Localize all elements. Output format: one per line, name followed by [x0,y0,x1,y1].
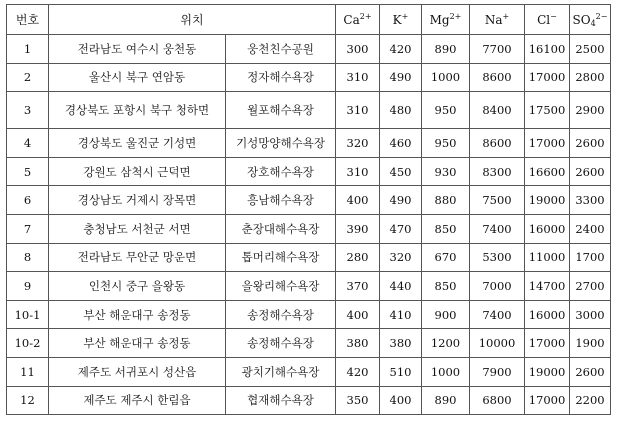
cell-na: 7700 [470,35,525,64]
cell-ca: 310 [336,63,380,92]
cell-na: 8600 [470,63,525,92]
header-k [380,5,422,35]
header-cl-base: Cl [537,12,551,27]
cell-ca: 310 [336,92,380,129]
cell-no: 8 [7,243,49,272]
cell-so4: 1700 [570,243,611,272]
header-so4-base: SO [572,12,591,27]
cell-k: 320 [380,243,422,272]
cell-site: 기성망양해수욕장 [226,129,336,158]
table-row [7,329,611,358]
header-so4-subscript: 4 [590,18,596,28]
cell-site: 장호해수욕장 [226,157,336,186]
table-row [7,243,611,272]
header-cl-charge: − [550,11,557,21]
cell-mg: 850 [422,214,470,243]
cell-so4: 2900 [570,92,611,129]
table-row [7,386,611,415]
cell-na: 5300 [470,243,525,272]
cell-no: 4 [7,129,49,158]
header-mg [422,5,470,35]
cell-so4: 2800 [570,63,611,92]
table-row [7,214,611,243]
table-row [7,129,611,158]
header-location: 위치 [49,5,336,35]
cell-site: 협재해수욕장 [226,386,336,415]
cell-cl: 19000 [525,357,570,386]
table-row [7,300,611,329]
cell-k: 420 [380,35,422,64]
cell-address: 경상북도 포항시 북구 청하면 [49,92,226,129]
cell-mg: 950 [422,129,470,158]
cell-k: 410 [380,300,422,329]
cell-mg: 890 [422,386,470,415]
cell-k: 440 [380,272,422,301]
cell-ca: 420 [336,357,380,386]
cell-so4: 1900 [570,329,611,358]
header-na-base: Na [484,12,503,27]
cell-cl: 17000 [525,386,570,415]
cell-site: 광치기해수욕장 [226,357,336,386]
cell-na: 7000 [470,272,525,301]
cell-k: 510 [380,357,422,386]
cell-address: 전라남도 무안군 망운면 [49,243,226,272]
cell-so4: 2400 [570,214,611,243]
cell-no: 9 [7,272,49,301]
cell-no: 1 [7,35,49,64]
cell-cl: 17000 [525,129,570,158]
table-row [7,92,611,129]
cell-ca: 370 [336,272,380,301]
header-k-base: K [392,12,402,27]
cell-k: 380 [380,329,422,358]
header-ca-charge: 2+ [359,11,372,21]
header-na-charge: + [502,11,510,21]
cell-no: 10-1 [7,300,49,329]
cell-so4: 2600 [570,157,611,186]
cell-address: 강원도 삼척시 근덕면 [49,157,226,186]
cell-ca: 400 [336,300,380,329]
header-so4-charge: 2− [595,11,608,21]
cell-so4: 2200 [570,386,611,415]
cell-address: 제주도 제주시 한림읍 [49,386,226,415]
cell-mg: 950 [422,92,470,129]
table-row [7,357,611,386]
cell-cl: 14700 [525,272,570,301]
cell-na: 7900 [470,357,525,386]
cell-site: 흥남해수욕장 [226,186,336,215]
cell-k: 460 [380,129,422,158]
cell-mg: 670 [422,243,470,272]
cell-address: 전라남도 여수시 웅천동 [49,35,226,64]
header-na [470,5,525,35]
cell-address: 경상북도 울진군 기성면 [49,129,226,158]
header-mg-charge: 2+ [449,11,462,21]
cell-no: 10-2 [7,329,49,358]
cell-so4: 2600 [570,357,611,386]
cell-cl: 16000 [525,214,570,243]
cell-no: 7 [7,214,49,243]
cell-no: 12 [7,386,49,415]
cell-na: 7400 [470,214,525,243]
cell-cl: 11000 [525,243,570,272]
cell-no: 5 [7,157,49,186]
table-row [7,63,611,92]
table-row [7,157,611,186]
cell-na: 6800 [470,386,525,415]
cell-site: 톱머리해수욕장 [226,243,336,272]
cell-na: 8400 [470,92,525,129]
cell-k: 490 [380,186,422,215]
cell-no: 3 [7,92,49,129]
cell-na: 8600 [470,129,525,158]
cell-no: 11 [7,357,49,386]
cell-site: 춘장대해수욕장 [226,214,336,243]
cell-ca: 350 [336,386,380,415]
cell-cl: 17000 [525,329,570,358]
cell-site: 웅천친수공원 [226,35,336,64]
cell-cl: 16600 [525,157,570,186]
cell-mg: 930 [422,157,470,186]
cell-k: 470 [380,214,422,243]
header-ca-base: Ca [343,12,360,27]
header-k-charge: + [401,11,409,21]
cell-address: 충청남도 서천군 서면 [49,214,226,243]
cell-ca: 300 [336,35,380,64]
cell-mg: 880 [422,186,470,215]
cell-site: 송정해수욕장 [226,300,336,329]
cell-mg: 1000 [422,63,470,92]
cell-site: 송정해수욕장 [226,329,336,358]
cell-k: 400 [380,386,422,415]
header-ca [336,5,380,35]
cell-site: 월포해수욕장 [226,92,336,129]
cell-no: 6 [7,186,49,215]
cell-address: 제주도 서귀포시 성산읍 [49,357,226,386]
cell-na: 8300 [470,157,525,186]
cell-site: 을왕리해수욕장 [226,272,336,301]
cell-ca: 320 [336,129,380,158]
cell-mg: 1200 [422,329,470,358]
cell-so4: 2600 [570,129,611,158]
seawater-ion-table [6,4,611,415]
cell-address: 부산 해운대구 송정동 [49,329,226,358]
cell-ca: 310 [336,157,380,186]
cell-ca: 390 [336,214,380,243]
cell-address: 울산시 북구 연암동 [49,63,226,92]
header-mg-base: Mg [429,12,450,27]
cell-cl: 17000 [525,63,570,92]
document [6,4,611,415]
cell-ca: 280 [336,243,380,272]
cell-so4: 3000 [570,300,611,329]
cell-k: 450 [380,157,422,186]
table-row [7,186,611,215]
cell-ca: 380 [336,329,380,358]
header-cl [525,5,570,35]
cell-address: 인천시 중구 을왕동 [49,272,226,301]
cell-so4: 2700 [570,272,611,301]
cell-so4: 3300 [570,186,611,215]
header-so4 [570,5,611,35]
cell-na: 7500 [470,186,525,215]
cell-cl: 16100 [525,35,570,64]
cell-na: 10000 [470,329,525,358]
cell-site: 정자해수욕장 [226,63,336,92]
cell-cl: 17500 [525,92,570,129]
cell-cl: 16000 [525,300,570,329]
cell-mg: 850 [422,272,470,301]
header-no: 번호 [7,5,49,35]
cell-mg: 890 [422,35,470,64]
cell-cl: 19000 [525,186,570,215]
header-row [7,5,611,35]
cell-so4: 2500 [570,35,611,64]
cell-k: 490 [380,63,422,92]
cell-no: 2 [7,63,49,92]
table-row [7,35,611,64]
table-row [7,272,611,301]
cell-k: 480 [380,92,422,129]
cell-address: 경상남도 거제시 장목면 [49,186,226,215]
cell-ca: 400 [336,186,380,215]
cell-na: 7400 [470,300,525,329]
cell-mg: 1000 [422,357,470,386]
cell-address: 부산 해운대구 송정동 [49,300,226,329]
cell-mg: 900 [422,300,470,329]
